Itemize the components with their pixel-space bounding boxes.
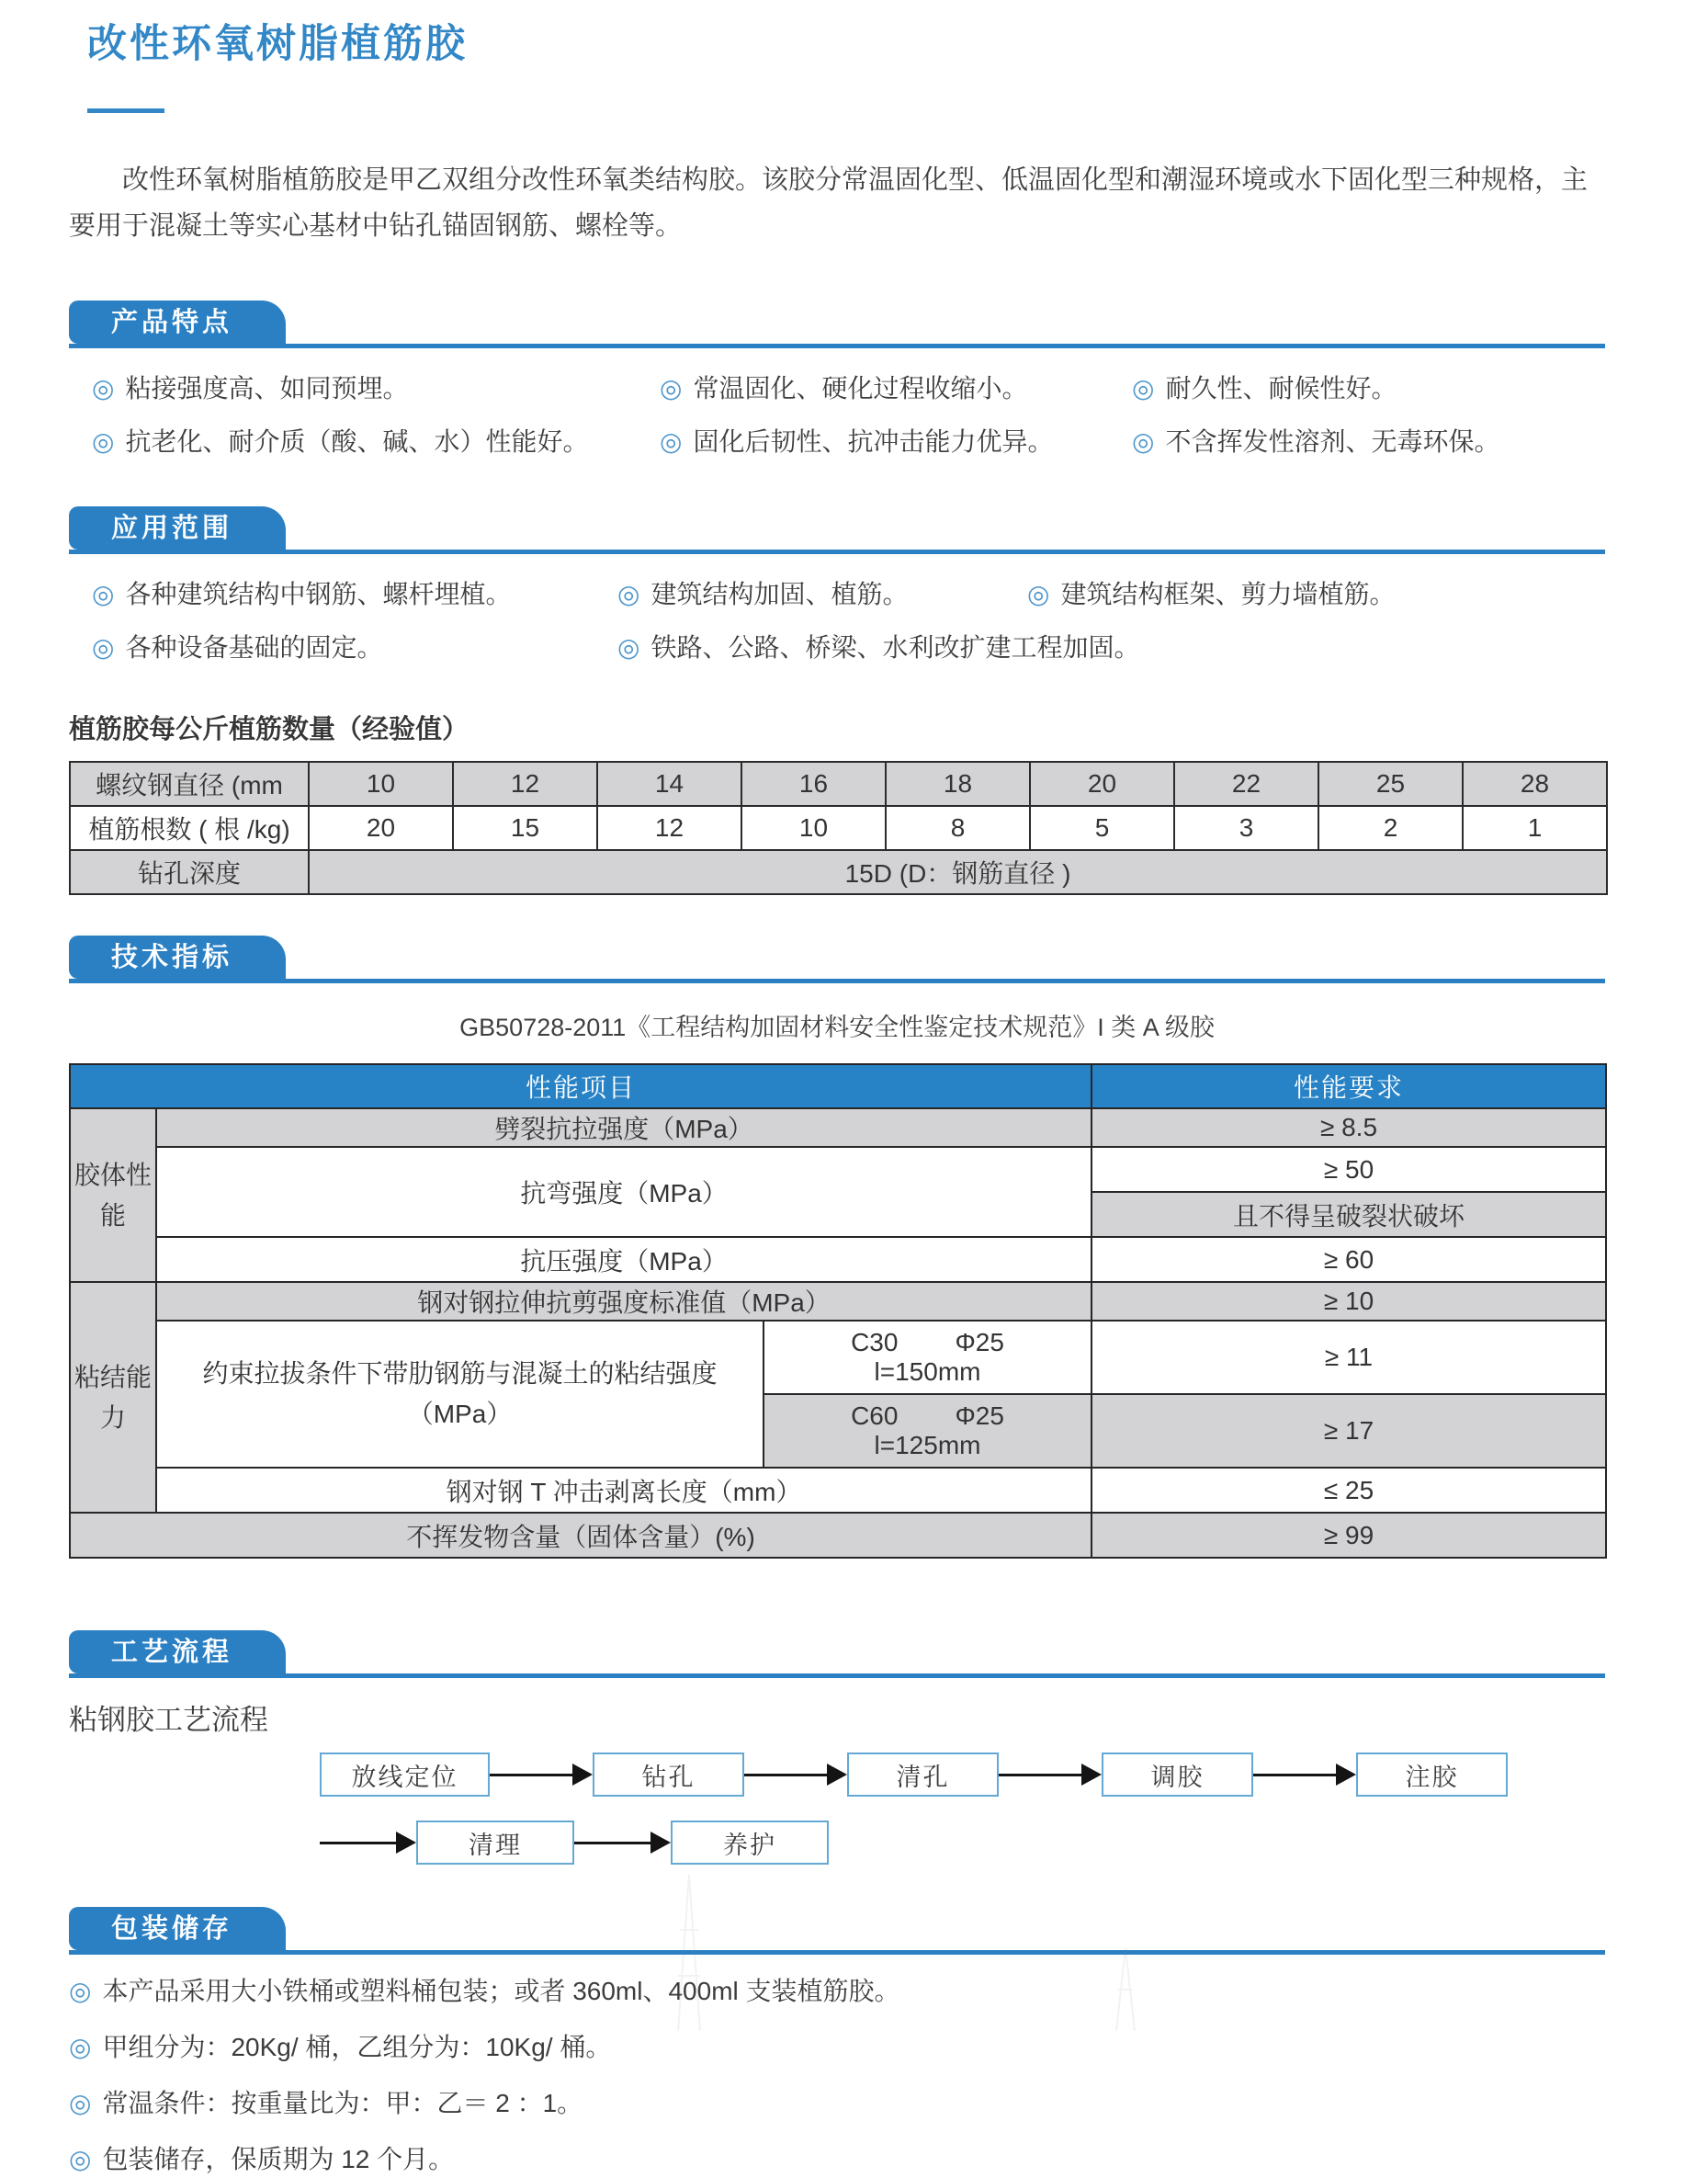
row-header-cell: 植筋根数 ( 根 /kg) [70, 806, 309, 850]
table-row [70, 1282, 1606, 1321]
column-header: 性能要求 [1092, 1064, 1606, 1108]
cell: 8 [886, 806, 1030, 850]
title-underline [87, 108, 164, 113]
column-header: 性能项目 [70, 1064, 1092, 1108]
tech-spec-table [69, 1063, 1607, 1559]
property-cell: 不挥发物含量（固体含量）(%) [70, 1513, 1092, 1558]
property-cell: 约束拉拔条件下带肋钢筋与混凝土的粘结强度（MPa） [156, 1321, 764, 1468]
embed-length: l=125mm [874, 1431, 981, 1459]
list-item [69, 2029, 1708, 2066]
feature-text: 常温固化、硬化过程收缩小。 [693, 374, 1028, 403]
list-item [69, 2141, 1708, 2178]
cell: 5 [1030, 806, 1174, 850]
requirement-cell: 且不得呈破裂状破坏 [1092, 1192, 1606, 1237]
requirement-cell: ≥ 99 [1092, 1513, 1606, 1558]
cell: 20 [309, 806, 453, 850]
list-item [69, 2085, 1708, 2122]
flow-arrow-icon [320, 1832, 416, 1854]
bar-diameter: Φ25 [955, 1328, 1004, 1356]
property-cell: 钢对钢 T 冲击剥离长度（mm） [156, 1468, 1092, 1513]
row-header-cell: 螺纹钢直径 (mm [70, 762, 309, 806]
packaging-text: 常温条件：按重量比为：甲：乙＝ 2 ：1。 [102, 2089, 583, 2117]
table-row [70, 1147, 1606, 1192]
ring-bullet-icon: ◎ [660, 374, 683, 403]
ring-bullet-icon: ◎ [1132, 427, 1155, 456]
table-row [70, 1468, 1606, 1513]
table-row [70, 1321, 1606, 1394]
flow-step: 注胶 [1356, 1753, 1508, 1797]
flow-arrow-icon [574, 1832, 671, 1854]
rebar-count-table [69, 761, 1608, 895]
concrete-grade: C60 [851, 1401, 899, 1430]
packaging-text: 本产品采用大小铁桶或塑料桶包装；或者 360ml、400ml 支装植筋胶。 [102, 1977, 900, 2005]
section-header-applications [69, 506, 1605, 554]
application-text: 各种建筑结构中钢筋、螺杆埋植。 [125, 580, 512, 608]
table-row [70, 762, 1607, 806]
embed-length: l=150mm [874, 1357, 981, 1386]
section-badge-packaging: 包装储存 [69, 1907, 286, 1950]
concrete-grade: C30 [851, 1328, 899, 1356]
flow-step: 养护 [671, 1821, 829, 1865]
rebar-table-caption: 植筋胶每公斤植筋数量（经验值） [69, 715, 469, 744]
process-flow-row-1 [320, 1753, 1708, 1797]
group-cell [70, 1282, 156, 1513]
cell: 20 [1030, 762, 1174, 806]
process-subtitle: 粘钢胶工艺流程 [69, 1704, 268, 1736]
list-item [1132, 370, 1628, 407]
cell: 22 [1174, 762, 1318, 806]
list-item [660, 424, 1132, 460]
table-header-row [70, 1064, 1606, 1108]
property-cell: 钢对钢拉伸抗剪强度标准值（MPa） [156, 1282, 1092, 1321]
ring-bullet-icon: ◎ [660, 427, 683, 456]
requirement-cell: ≥ 60 [1092, 1237, 1606, 1282]
application-text: 各种设备基础的固定。 [125, 633, 383, 662]
list-item [92, 630, 617, 666]
ring-bullet-icon: ◎ [69, 1977, 92, 2005]
ring-bullet-icon: ◎ [69, 2033, 92, 2061]
ring-bullet-icon: ◎ [1132, 374, 1155, 403]
requirement-cell: ≥ 8.5 [1092, 1108, 1606, 1147]
table-row [70, 1513, 1606, 1558]
list-item [1132, 424, 1628, 460]
ring-bullet-icon: ◎ [92, 580, 115, 608]
ring-bullet-icon: ◎ [92, 374, 115, 403]
property-cell: 劈裂抗拉强度（MPa） [156, 1108, 1092, 1147]
cell: 12 [453, 762, 597, 806]
section-badge-applications: 应用范围 [69, 506, 286, 550]
cell: 15 [453, 806, 597, 850]
group-label: 粘结能力 [74, 1362, 152, 1432]
table-row [70, 1108, 1606, 1147]
requirement-cell: ≥ 10 [1092, 1282, 1606, 1321]
flow-arrow-icon [490, 1764, 593, 1786]
list-item [617, 576, 1027, 613]
cell: 3 [1174, 806, 1318, 850]
merged-cell: 15D (D：钢筋直径 ) [309, 850, 1607, 894]
section-badge-tech: 技术指标 [69, 936, 286, 979]
list-item [92, 370, 660, 407]
flow-arrow-icon [1253, 1764, 1356, 1786]
section-header-tech [69, 936, 1605, 983]
packaging-text: 甲组分为：20Kg/ 桶，乙组分为：10Kg/ 桶。 [102, 2033, 612, 2061]
section-header-features [69, 301, 1605, 348]
cell: 10 [309, 762, 453, 806]
list-item [92, 424, 660, 460]
ring-bullet-icon: ◎ [92, 427, 115, 456]
condition-cell [764, 1321, 1092, 1394]
cell: 12 [597, 806, 741, 850]
packaging-text: 包装储存，保质期为 12 个月。 [102, 2145, 455, 2173]
section-header-packaging [69, 1907, 1605, 1955]
bar-diameter: Φ25 [955, 1401, 1004, 1430]
flow-step: 调胶 [1102, 1753, 1253, 1797]
flow-arrow-icon [744, 1764, 847, 1786]
table-row [70, 1237, 1606, 1282]
cell: 1 [1463, 806, 1607, 850]
ring-bullet-icon: ◎ [1027, 580, 1050, 608]
feature-text: 抗老化、耐介质（酸、碱、水）性能好。 [125, 427, 589, 456]
ring-bullet-icon: ◎ [69, 2145, 92, 2173]
ring-bullet-icon: ◎ [617, 580, 640, 608]
ring-bullet-icon: ◎ [617, 633, 640, 662]
cell: 10 [741, 806, 886, 850]
requirement-cell: ≥ 50 [1092, 1147, 1606, 1192]
feature-text: 不含挥发性溶剂、无毒环保。 [1165, 427, 1500, 456]
requirement-cell: ≥ 11 [1092, 1321, 1606, 1394]
process-flow-row-2 [320, 1821, 1708, 1865]
cell: 2 [1318, 806, 1463, 850]
cell: 18 [886, 762, 1030, 806]
property-cell: 抗弯强度（MPa） [156, 1147, 1092, 1237]
features-list [92, 370, 1708, 460]
application-text: 建筑结构框架、剪力墙植筋。 [1060, 580, 1396, 608]
list-item [660, 370, 1132, 407]
group-label: 胶体性能 [74, 1160, 152, 1230]
flow-step: 钻孔 [593, 1753, 744, 1797]
list-item [1027, 576, 1628, 613]
applications-list [92, 576, 1708, 666]
application-text: 铁路、公路、桥梁、水利改扩建工程加固。 [650, 633, 1140, 662]
packaging-list [69, 1973, 1708, 2178]
cell: 25 [1318, 762, 1463, 806]
section-badge-process: 工艺流程 [69, 1630, 286, 1673]
flow-step: 放线定位 [320, 1753, 490, 1797]
list-item [617, 630, 1140, 666]
requirement-cell: ≥ 17 [1092, 1394, 1606, 1468]
standard-reference: GB50728-2011《工程结构加固材料安全性鉴定技术规范》I 类 A 级胶 [459, 1014, 1215, 1041]
flow-arrow-icon [999, 1764, 1102, 1786]
property-cell: 抗压强度（MPa） [156, 1237, 1092, 1282]
ring-bullet-icon: ◎ [69, 2089, 92, 2117]
group-cell [70, 1108, 156, 1282]
flow-step: 清孔 [847, 1753, 999, 1797]
list-item [69, 1973, 1708, 2010]
section-badge-features: 产品特点 [69, 301, 286, 344]
table-row [70, 850, 1607, 894]
section-header-process [69, 1630, 1605, 1678]
flow-step: 清理 [416, 1821, 574, 1865]
feature-text: 粘接强度高、如同预埋。 [125, 374, 409, 403]
cell: 28 [1463, 762, 1607, 806]
requirement-cell: ≤ 25 [1092, 1468, 1606, 1513]
cell: 14 [597, 762, 741, 806]
table-row [70, 806, 1607, 850]
feature-text: 耐久性、耐候性好。 [1165, 374, 1397, 403]
page-title: 改性环氧树脂植筋胶 [87, 22, 468, 66]
intro-paragraph: 改性环氧树脂植筋胶是甲乙双组分改性环氧类结构胶。该胶分常温固化型、低温固化型和潮湿环境或水下固化型三种规格，主要用于混凝土等实心基材中钻孔锚固钢筋、螺栓等。 [69, 165, 1589, 241]
application-text: 建筑结构加固、植筋。 [650, 580, 909, 608]
ring-bullet-icon: ◎ [92, 633, 115, 662]
condition-cell [764, 1394, 1092, 1468]
feature-text: 固化后韧性、抗冲击能力优异。 [693, 427, 1054, 456]
row-header-cell: 钻孔深度 [70, 850, 309, 894]
list-item [92, 576, 617, 613]
cell: 16 [741, 762, 886, 806]
